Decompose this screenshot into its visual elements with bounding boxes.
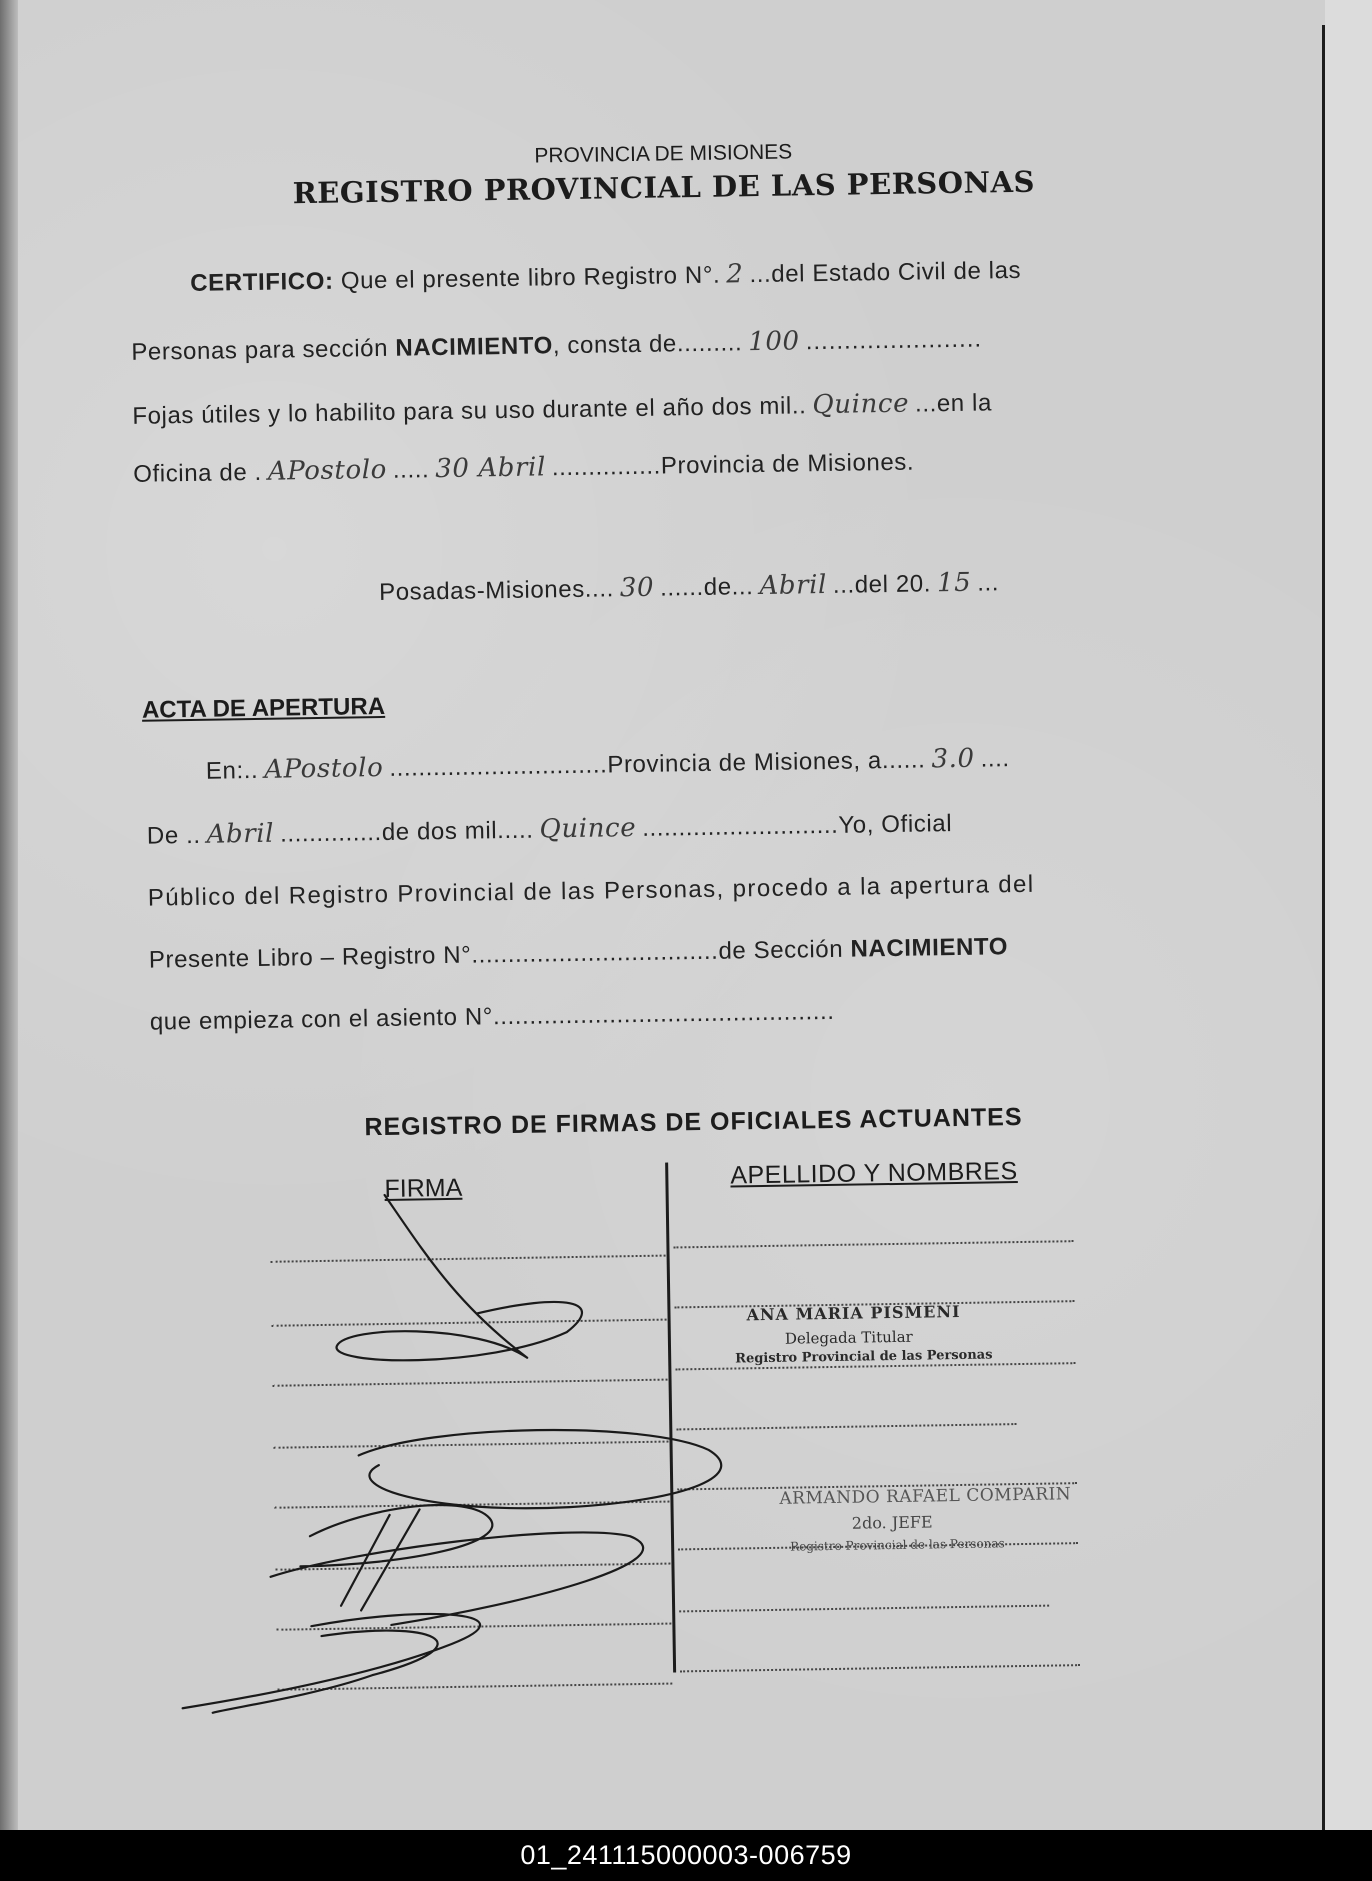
certifico-label: CERTIFICO:	[190, 267, 334, 297]
stamp-1-role: Delegada Titular	[784, 1327, 913, 1348]
cert-year: 15	[936, 567, 972, 599]
signature-1	[334, 1192, 583, 1362]
acta-year-words: Quince	[539, 812, 637, 845]
signature-2	[178, 1427, 725, 1713]
place-de: ......de...	[659, 573, 754, 602]
certifico-text-1: Que el presente libro Registro N°.	[340, 261, 721, 295]
year-words: Quince	[812, 388, 910, 421]
stamp-1-name: ANA MARIA PISMENI	[746, 1301, 961, 1325]
place-end: ...	[977, 569, 1000, 597]
acta-text-1-mid: ..............................Provincia de Misiones, a......	[389, 746, 926, 782]
fojas-count: 100	[748, 326, 800, 358]
place-text: Posadas-Misiones....	[378, 575, 615, 607]
acta-title: ACTA DE APERTURA	[141, 692, 386, 724]
stamp-2-office: Registro Provincial de las Personas	[790, 1536, 1005, 1554]
acta-text-1-end: ....	[980, 745, 1010, 773]
oficina-date: 30 Abril	[435, 452, 547, 485]
certifico-text-1-end: ...del Estado Civil de las	[749, 256, 1022, 289]
registry-title: REGISTRO PROVINCIAL DE LAS PERSONAS	[292, 164, 1036, 211]
certifico-text-2: Personas para sección	[131, 334, 389, 366]
section-nacimiento: NACIMIENTO	[395, 332, 554, 362]
cert-month: Abril	[759, 569, 828, 602]
place-del: ...del 20.	[832, 570, 932, 599]
acta-text-4: Presente Libro – Registro N°..................................de Sección	[148, 935, 844, 974]
firmas-title: REGISTRO DE FIRMAS DE OFICIALES ACTUANTES	[364, 1102, 1023, 1142]
acta-text-2-end: ...........................Yo, Oficial	[641, 810, 953, 842]
oficina-name: APostolo	[267, 454, 388, 487]
registro-number: 2	[726, 259, 744, 290]
col-header-firma: FIRMA	[384, 1173, 463, 1203]
stamp-1-office: Registro Provincial de las Personas	[735, 1347, 993, 1367]
acta-line-5: que empieza con el asiento N°...............................................	[149, 997, 835, 1036]
certifico-text-2-mid: , consta de.........	[552, 329, 743, 360]
acta-place: APostolo	[264, 752, 384, 785]
certifico-text-3: Fojas útiles y lo habilito para su uso durante el año dos mil..	[132, 392, 807, 430]
province-heading: PROVINCIA DE MISIONES	[534, 140, 793, 168]
acta-month: Abril	[206, 818, 275, 850]
acta-text-2: De ..	[146, 821, 201, 850]
certifico-text-4-end: ...............Provincia de Misiones.	[551, 448, 915, 482]
certifico-text-4: Oficina de .	[133, 458, 263, 488]
certifico-sep-4: .....	[392, 456, 430, 484]
acta-text-1: En:..	[205, 756, 259, 785]
acta-nacimiento: NACIMIENTO	[850, 933, 1009, 963]
col-header-apellido: APELLIDO Y NOMBRES	[730, 1157, 1018, 1190]
stamp-2-name: ARMANDO RAFAEL COMPARIN	[779, 1484, 1072, 1509]
acta-day: 3.0	[931, 743, 975, 775]
stamp-2-role: 2do. JEFE	[851, 1512, 933, 1533]
cert-day: 30	[619, 572, 655, 604]
scan-id-footer: 01_241115000003-006759	[0, 1830, 1372, 1881]
certifico-text-3-end: ...en la	[914, 389, 993, 418]
certifico-dots-2: .......................	[805, 325, 983, 356]
acta-line-3: Público del Registro Provincial de las Personas, procedo a la apertura del	[147, 870, 1035, 912]
acta-text-2-mid: ..............de dos mil.....	[279, 816, 534, 848]
